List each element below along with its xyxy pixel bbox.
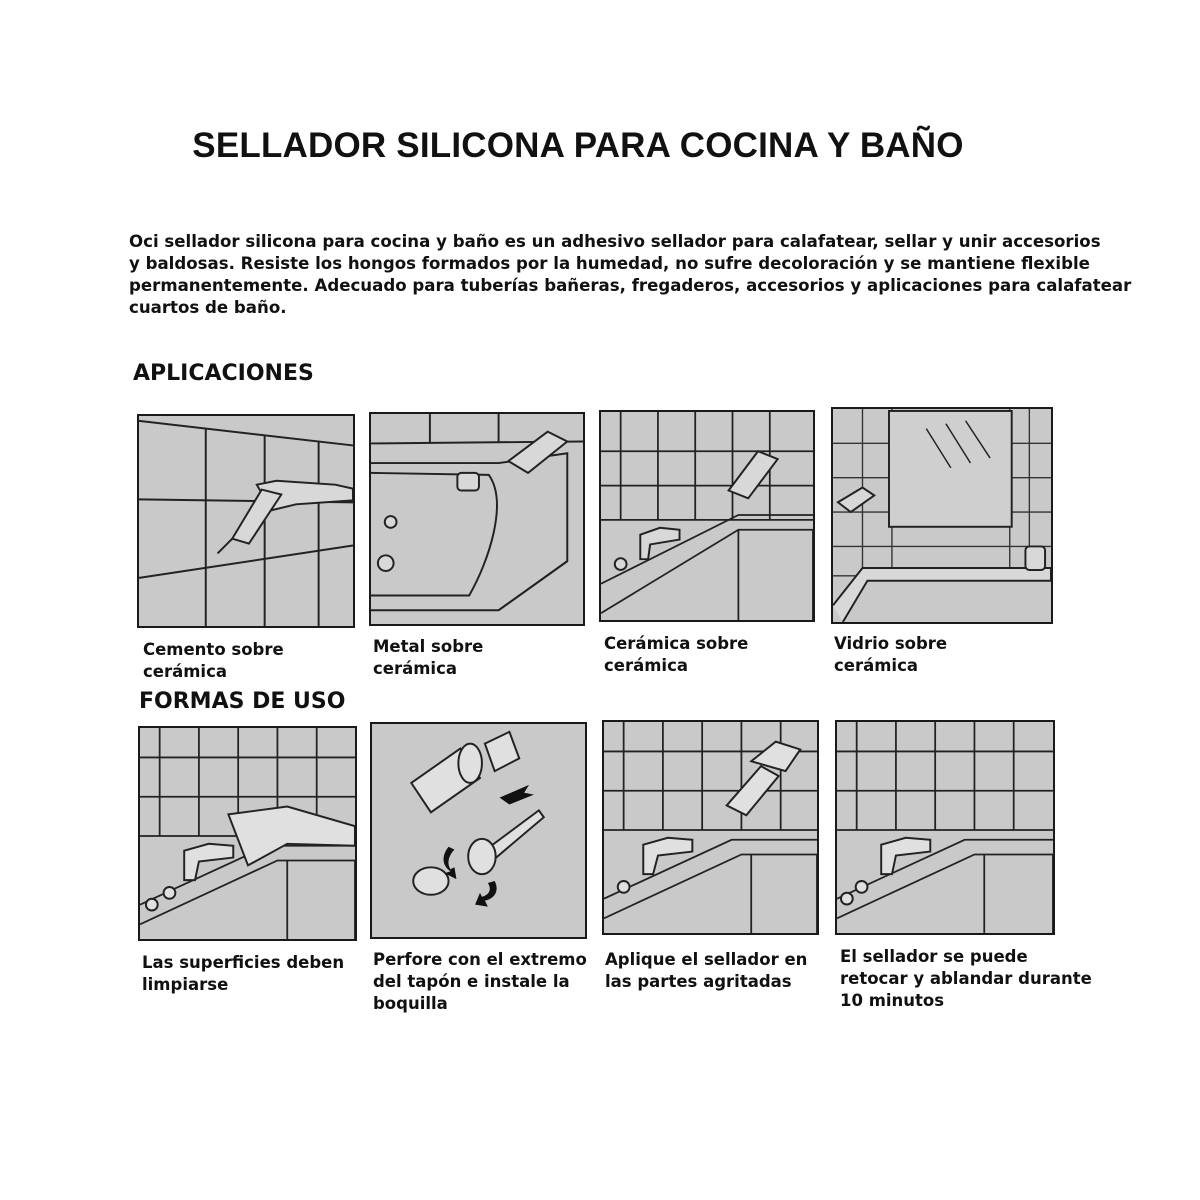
illustration-metal-on-ceramic <box>369 412 585 626</box>
caption-line: Aplique el sellador en <box>605 950 808 969</box>
caption-line: Las superficies deben <box>142 953 345 972</box>
caption-ceramic-on-ceramic <box>604 633 844 677</box>
sink-faucet-illustration <box>371 414 583 624</box>
cleaning-tiles-illustration <box>140 728 355 939</box>
caption-retouch-sealant <box>840 946 1092 1012</box>
formas-de-uso-heading: FORMAS DE USO <box>139 689 346 714</box>
caption-cement-on-ceramic <box>143 639 383 683</box>
caption-line: boquilla <box>373 994 448 1013</box>
illustration-glass-on-ceramic <box>831 407 1053 624</box>
intro-line: Oci sellador silicona para cocina y baño es un adhesivo sellador para calafatear, sellar y unir accesorios <box>129 232 1101 251</box>
caption-line: limpiarse <box>142 975 229 994</box>
intro-line: permanentemente. Adecuado para tuberías bañeras, fregaderos, accesorios y aplicaciones para calafatear <box>129 276 1132 295</box>
finished-seal-illustration <box>837 722 1053 933</box>
illustration-apply-sealant <box>602 720 819 935</box>
caption-line: cerámica <box>143 662 228 681</box>
illustration-cement-on-ceramic <box>137 414 355 628</box>
illustration-ceramic-on-ceramic <box>599 410 815 622</box>
intro-line: cuartos de baño. <box>129 298 287 317</box>
mirror-tiles-illustration <box>833 409 1051 622</box>
caption-glass-on-ceramic <box>834 633 1074 677</box>
tiles-caulking-illustration <box>139 416 353 626</box>
caption-apply-sealant <box>605 949 845 993</box>
illustration-clean-surfaces <box>138 726 357 941</box>
caption-line: cerámica <box>834 656 919 675</box>
caption-line: Perfore con el extremo <box>373 950 587 969</box>
applying-sealant-illustration <box>604 722 817 933</box>
bathtub-tiles-illustration <box>601 412 813 620</box>
caption-metal-on-ceramic <box>373 636 613 680</box>
caption-line: del tapón e instale la <box>373 972 570 991</box>
caption-line: 10 minutos <box>840 991 945 1010</box>
intro-line: y baldosas. Resiste los hongos formados por la humedad, no sufre decoloración y se mantiene flexible <box>129 254 1090 273</box>
caption-line: cerámica <box>373 659 458 678</box>
caption-line: retocar y ablandar durante <box>840 969 1092 988</box>
caption-line: cerámica <box>604 656 689 675</box>
caption-line: El sellador se puede <box>840 947 1028 966</box>
cartridge-nozzle-illustration <box>372 724 585 937</box>
caption-line: Vidrio sobre <box>834 634 948 653</box>
caption-line: las partes agritadas <box>605 972 792 991</box>
intro-paragraph <box>129 231 1132 319</box>
illustration-pierce-cap <box>370 722 587 939</box>
illustration-retouch-sealant <box>835 720 1055 935</box>
caption-line: Cerámica sobre <box>604 634 749 653</box>
caption-line: Metal sobre <box>373 637 484 656</box>
caption-pierce-cap <box>373 949 613 1015</box>
page-title: SELLADOR SILICONA PARA COCINA Y BAÑO <box>192 126 964 165</box>
caption-line: Cemento sobre <box>143 640 284 659</box>
aplicaciones-heading: APLICACIONES <box>133 361 314 386</box>
caption-clean-surfaces <box>142 952 382 996</box>
